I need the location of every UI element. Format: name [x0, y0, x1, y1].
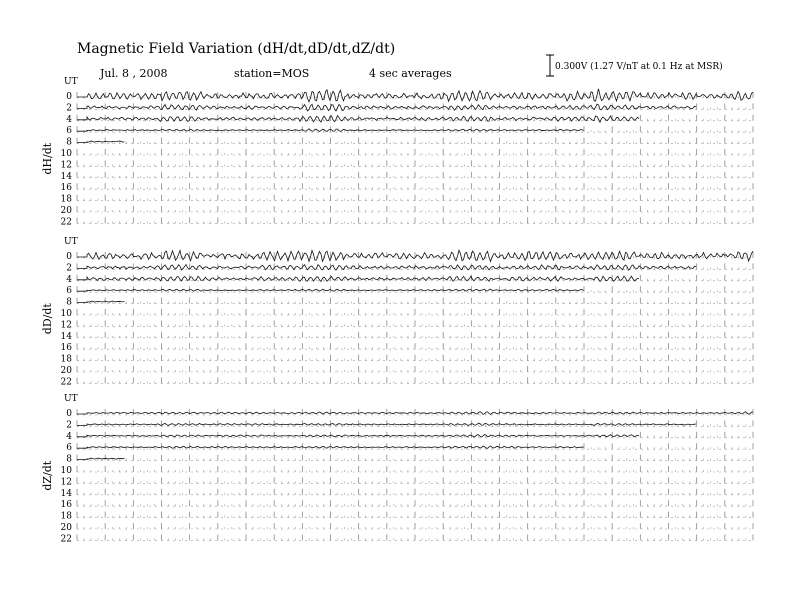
row-label: 16 — [60, 183, 72, 194]
row-label: 12 — [60, 320, 72, 331]
row-label: 0 — [66, 252, 72, 262]
date-label: Jul. 8 , 2008 — [100, 67, 168, 80]
row-label: 16 — [60, 500, 72, 511]
row-label: 22 — [60, 217, 72, 228]
row-label: 4 — [66, 431, 72, 442]
y-axis-label: dD/dt — [41, 303, 54, 335]
row-label: 18 — [60, 354, 72, 365]
row-label: 14 — [60, 171, 72, 182]
row-label: 6 — [66, 126, 72, 137]
row-label: 12 — [60, 477, 72, 488]
row-label: 0 — [66, 409, 72, 419]
row-label: 2 — [66, 420, 72, 431]
panels — [41, 77, 753, 544]
row-label: 20 — [60, 206, 72, 216]
row-label: 8 — [66, 454, 72, 465]
row-label: 20 — [60, 366, 72, 376]
row-label: 2 — [66, 263, 72, 274]
row-label: 2 — [66, 103, 72, 114]
scale-bar — [546, 55, 723, 76]
row-label: 10 — [60, 309, 72, 319]
scale-bar-label: 0.300V (1.27 V/nT at 0.1 Hz at MSR) — [555, 62, 723, 72]
row-label: 10 — [60, 149, 72, 159]
row-label: 18 — [60, 194, 72, 205]
row-label: 4 — [66, 274, 72, 285]
row-label: 10 — [60, 466, 72, 476]
ut-label: UT — [64, 237, 78, 247]
row-label: 22 — [60, 534, 72, 545]
row-label: 0 — [66, 92, 72, 102]
ut-label: UT — [64, 394, 78, 404]
y-axis-label: dH/dt — [41, 142, 54, 175]
row-label: 4 — [66, 114, 72, 125]
chart-title: Magnetic Field Variation (dH/dt,dD/dt,dZ/dt) — [77, 41, 396, 57]
averaging-label: 4 sec averages — [369, 67, 452, 80]
panel-dD-dt — [41, 237, 753, 387]
row-label: 14 — [60, 488, 72, 499]
row-label: 14 — [60, 331, 72, 342]
y-axis-label: dZ/dt — [41, 460, 54, 491]
row-label: 8 — [66, 297, 72, 308]
row-label: 6 — [66, 443, 72, 454]
row-label: 8 — [66, 137, 72, 148]
row-label: 12 — [60, 160, 72, 171]
panel-dH-dt — [41, 77, 753, 227]
panel-dZ-dt — [41, 394, 753, 544]
row-label: 16 — [60, 343, 72, 354]
row-label: 20 — [60, 523, 72, 533]
row-label: 18 — [60, 511, 72, 522]
station-label: station=MOS — [234, 67, 310, 80]
ut-label: UT — [64, 77, 78, 87]
row-label: 22 — [60, 377, 72, 388]
row-label: 6 — [66, 286, 72, 297]
